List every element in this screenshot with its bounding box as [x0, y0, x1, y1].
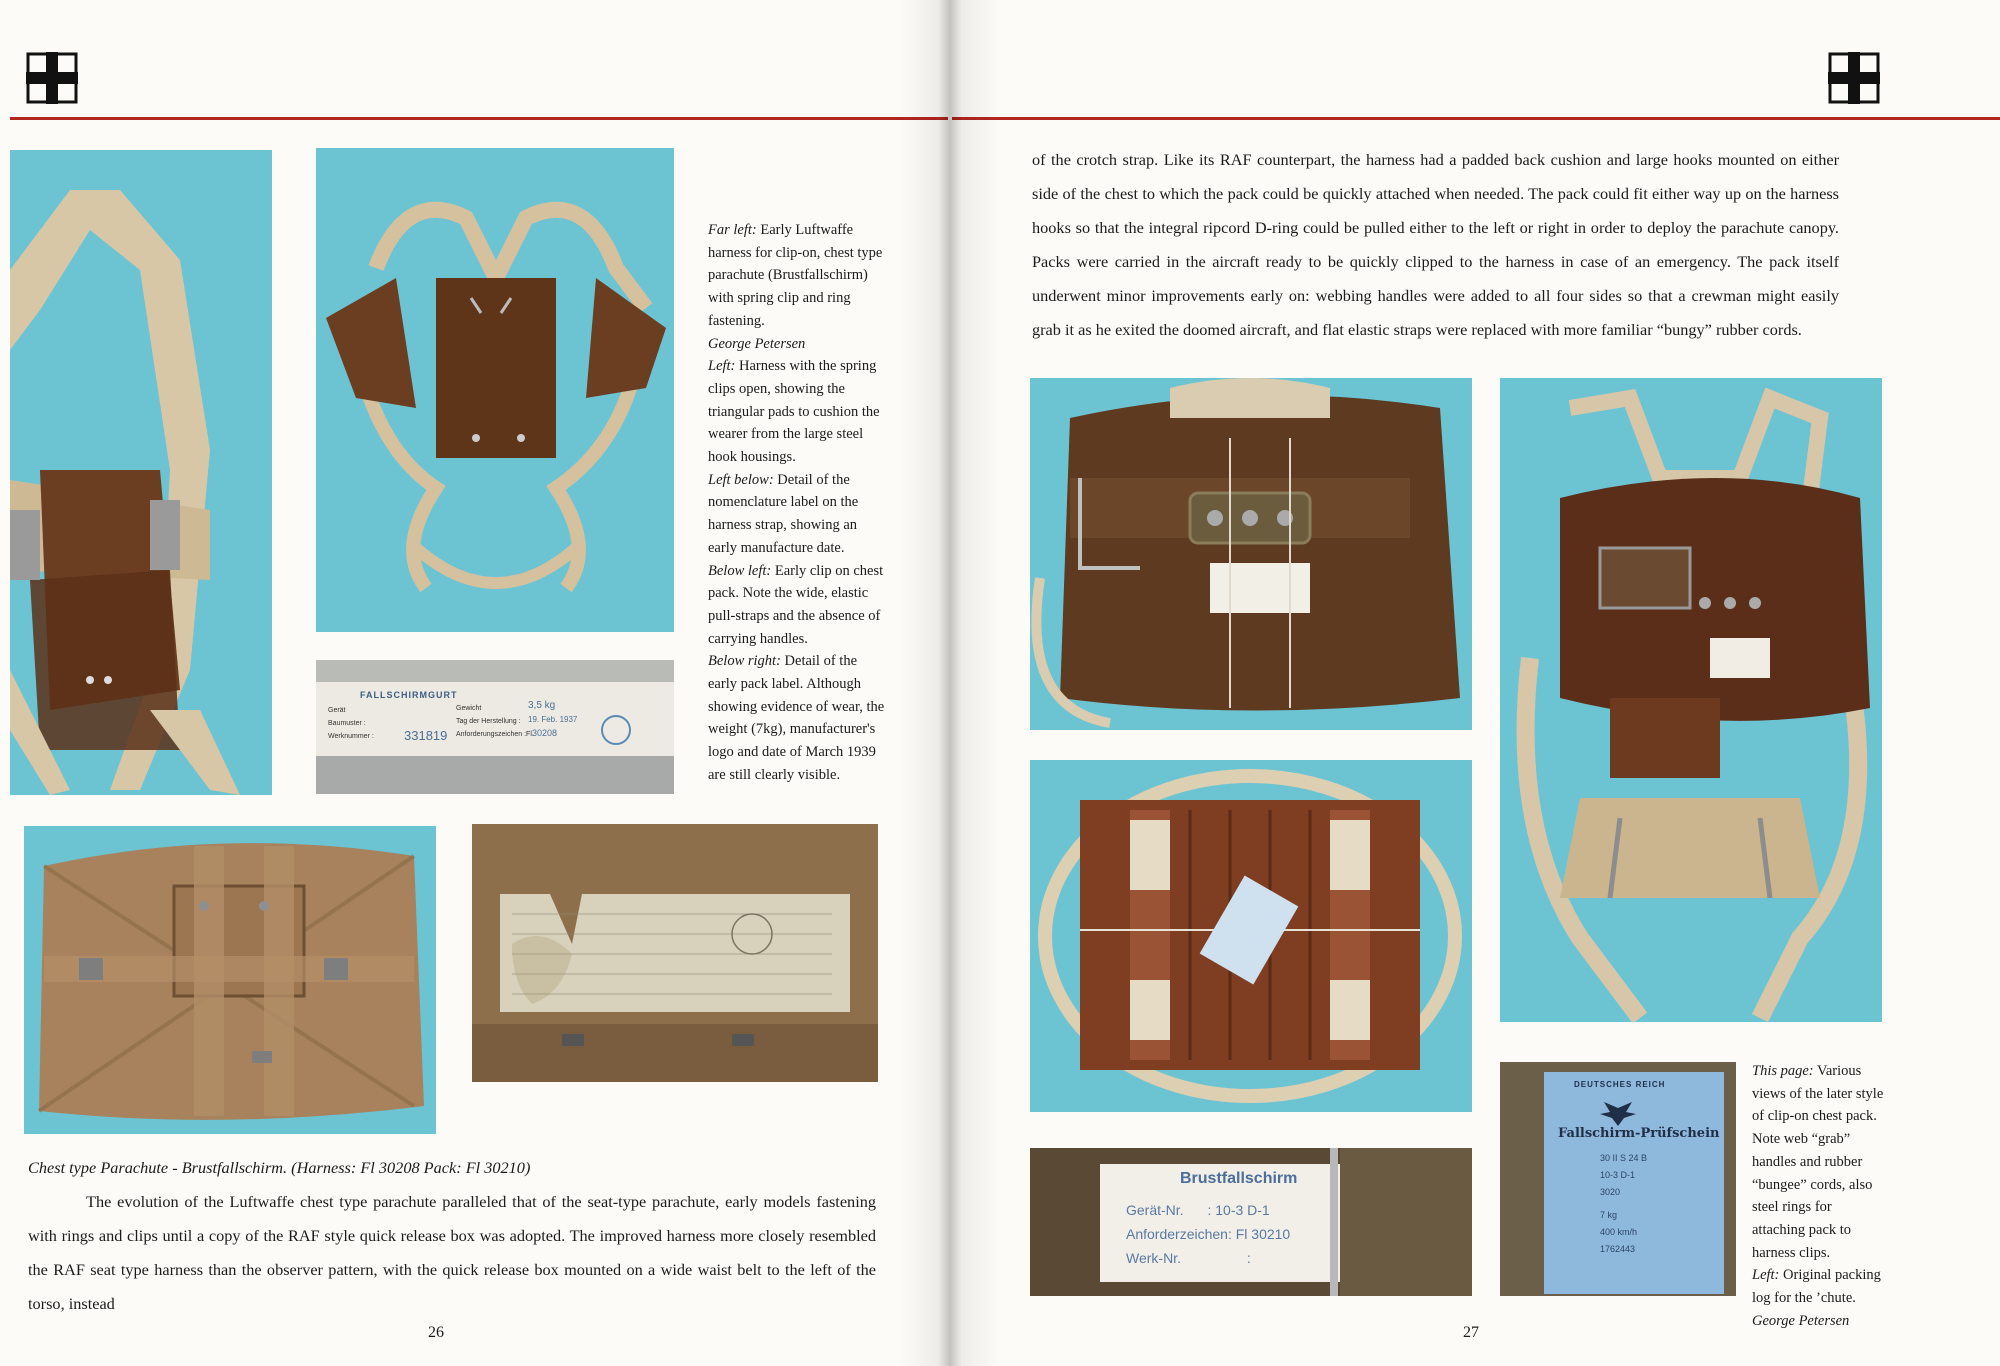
caption-text: Detail of the nomenclature label on the harness strap, showing an early manufacture date. [708, 471, 859, 556]
caption-lead: Below right: [708, 653, 781, 670]
pack-label-fields [1126, 1198, 1290, 1270]
photo-harness-with-pack [1500, 378, 1882, 1022]
caption-lead: Left below: [708, 471, 774, 488]
caption-lead: Left: [708, 358, 736, 375]
photo-pack-label [1030, 1148, 1472, 1296]
caption-below-left [708, 560, 886, 651]
caption-lead: Far left: [708, 222, 757, 238]
log-book-header: DEUTSCHES REICH [1574, 1080, 1666, 1089]
caption-text: Original packing log for the ’chute. [1752, 1267, 1881, 1307]
photo-packing-log [1500, 1062, 1736, 1296]
caption-lead: Left: [1752, 1267, 1780, 1284]
pack-label-key: Anforderzeichen: [1126, 1226, 1232, 1242]
page-number-left: 26 [428, 1324, 444, 1341]
harness-tag-row: Werknummer : [328, 733, 374, 740]
harness-tag-rows [328, 704, 374, 743]
log-book-value: 10-3 D-1 [1600, 1170, 1636, 1180]
log-book-values [1600, 1150, 1647, 1258]
left-body-text [28, 1185, 876, 1321]
left-page [0, 0, 948, 1366]
harness-tag-weight: 3,5 kg [528, 700, 556, 711]
left-caption [708, 219, 886, 787]
harness-tag-fields [456, 702, 534, 741]
balkenkreuz-icon [26, 52, 78, 104]
harness-tag-date: 19. Feb. 1937 [528, 715, 578, 724]
balkenkreuz-icon [1828, 52, 1880, 104]
caption-left [1752, 1264, 1884, 1309]
harness-tag-field: Tag der Herstellung : [456, 718, 521, 725]
log-book-value: 30 II S 24 B [1600, 1153, 1648, 1163]
harness-tag-part: 30208 [532, 728, 558, 738]
page-number-right: 27 [1463, 1324, 1479, 1341]
harness-tag-field: Gewicht [456, 705, 482, 712]
body-paragraph: of the crotch strap. Like its RAF counterpart, the harness had a padded back cushion and large hooks mounted on either side of the chest to which the pack could be quickly attached when needed. The pack could fit either way up on the harness hooks so that the integral ripcord D-ring could be pulled either to the left or right in order to deploy the parachute canopy. Packs were carried in the aircraft ready to be quickly clipped to the harness in case of an emergency. The pack itself underwent minor improvements early on: webbing handles were added to all four sides so that a crewman might easily grab it as he exited the doomed aircraft, and flat elastic straps were replaced with more familiar “bungy” rubber cords. [1032, 150, 1839, 339]
pack-label-key: Gerät-Nr. [1126, 1202, 1184, 1218]
harness-tag-row: Baumuster : [328, 720, 366, 727]
harness-tag-field: Anforderungszeichen :Fl. [456, 731, 534, 738]
right-caption [1752, 1060, 1884, 1332]
photo-harness-open [316, 148, 674, 632]
photo-harness-label [316, 660, 674, 794]
pack-label-title: Brustfallschirm [1180, 1170, 1298, 1187]
log-book-value: 3020 [1600, 1187, 1621, 1197]
caption-this-page [1752, 1060, 1884, 1264]
log-book-title: Fallschirm-Prüfschein [1558, 1126, 1720, 1141]
right-body-text [1032, 143, 1839, 347]
photo-credit: George Petersen [1752, 1312, 1850, 1329]
pack-label-key: Werk-Nr. [1126, 1250, 1181, 1266]
pack-label-row [1126, 1222, 1290, 1246]
caption-left-below [708, 469, 886, 560]
body-paragraph: The evolution of the Luftwaffe chest type parachute paralleled that of the seat-type parachute, early models fastening with rings and clips until a copy of the RAF style quick release box was adopted. The improved harness more closely resembled the RAF seat type harness than the observer pattern, with the quick release box mounted on a wide waist belt to the left of the torso, instead [28, 1192, 876, 1313]
photo-early-pack-label [472, 824, 878, 1082]
pack-label-value: : [1246, 1250, 1251, 1266]
caption-text: Harness with the spring clips open, showing the triangular pads to cushion the wearer from the large steel hook housings. [708, 358, 880, 466]
photo-credit: George Petersen [708, 335, 806, 352]
caption-lead: This page: [1752, 1063, 1814, 1079]
pack-label-value: Fl 30210 [1235, 1226, 1291, 1242]
photo-early-chest-pack [24, 826, 436, 1134]
log-book-value: 7 kg [1600, 1210, 1618, 1220]
photo-later-pack-top [1030, 378, 1472, 730]
harness-tag-serial: 331819 [404, 728, 448, 743]
header-rule [10, 117, 948, 120]
caption-below-right [708, 650, 886, 786]
right-page [952, 0, 2000, 1366]
caption-lead: Below left: [708, 562, 772, 579]
harness-tag-title: FALLSCHIRMGURT [360, 690, 458, 700]
pack-label-value: : 10-3 D-1 [1207, 1202, 1270, 1218]
caption-left [708, 355, 886, 469]
caption-text: Detail of the early pack label. Although showing evidence of wear, the weight (7kg), manufacturer's logo and date of March 1939 are still clearly visible. [708, 653, 885, 783]
caption-text: Early Luftwaffe harness for clip-on, chest type parachute (Brustfallschirm) with spring clip and ring fastening. [708, 222, 883, 329]
harness-tag-row: Gerät [328, 707, 346, 714]
pack-label-row [1126, 1246, 1290, 1270]
section-headline: Chest type Parachute - Brustfallschirm. (Harness: Fl 30208 Pack: Fl 30210) [28, 1158, 531, 1177]
photo-harness-far-left [10, 150, 272, 795]
header-rule [952, 117, 2000, 120]
log-book-value: 1762443 [1600, 1244, 1636, 1254]
pack-label-row [1126, 1198, 1290, 1222]
log-book-value: 400 km/h [1600, 1227, 1638, 1237]
caption-text: Various views of the later style of clip-on chest pack. Note web “grab” handles and rubber “bungee” cords, also steel rings for attaching pack to harness clips. [1752, 1063, 1884, 1261]
caption-far-left [708, 219, 886, 333]
photo-later-pack-bottom [1030, 760, 1472, 1112]
caption-text: Early clip on chest pack. Note the wide, elastic pull-straps and the absence of carrying handles. [708, 562, 884, 647]
